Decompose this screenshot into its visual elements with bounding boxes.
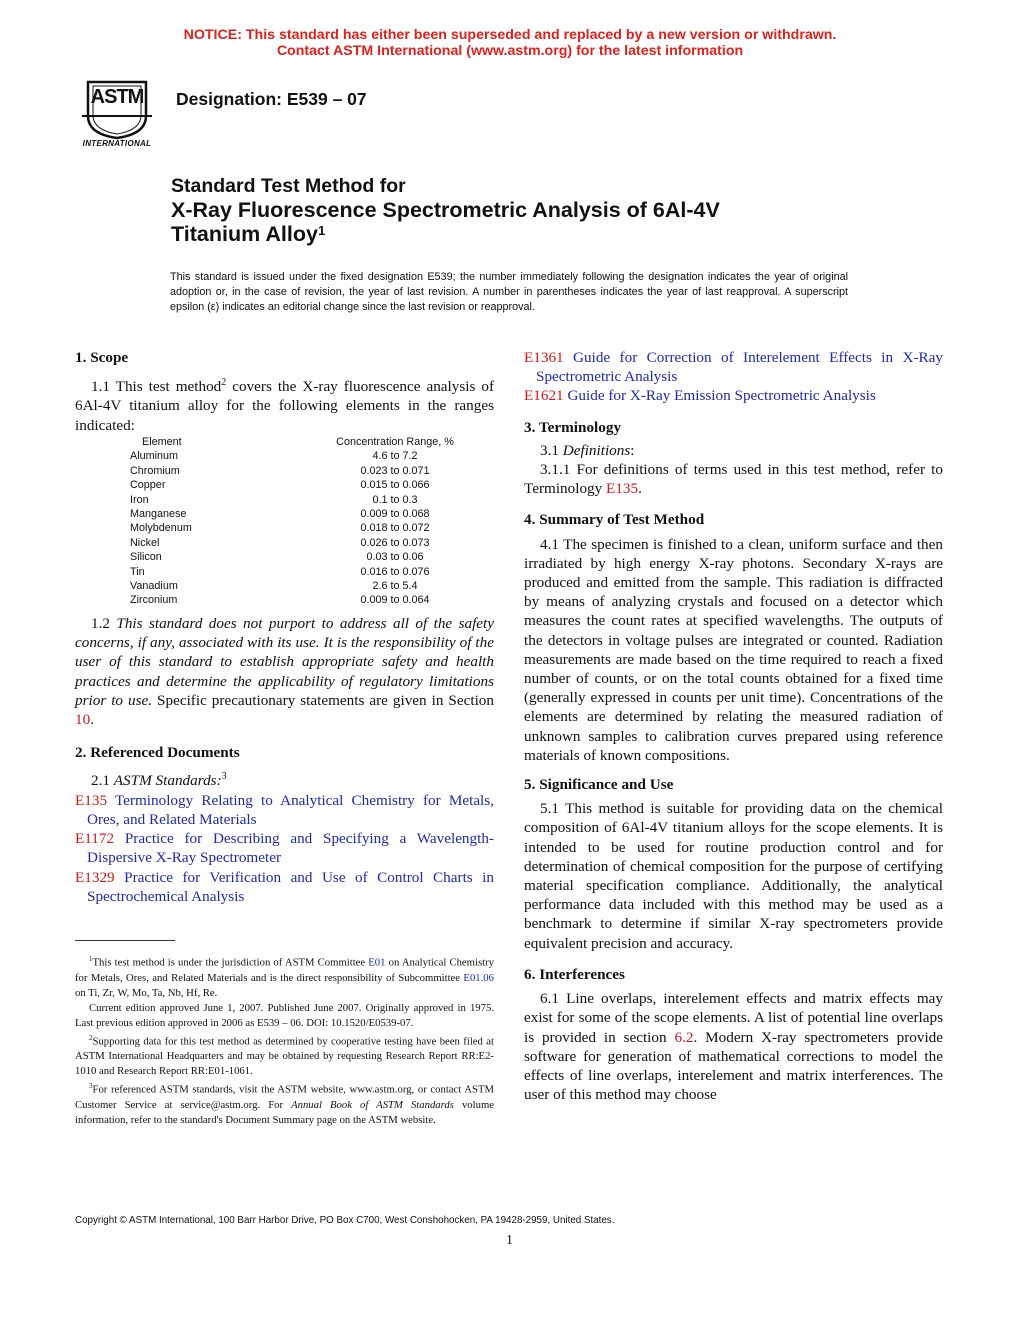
p311-text: 3.1.1 For definitions of terms used in this test method, refer to Terminology — [524, 461, 943, 498]
committee-e01-link[interactable]: E01 — [368, 956, 386, 969]
p61-text-b: . Modern X-ray spectrometers provide software for generation of mathematical corrections to model the effects of line overlaps, interelement and matrix interferences. The user of this method may choose — [524, 1028, 943, 1104]
paragraph-1-2 — [75, 614, 494, 729]
reference-code[interactable]: E1361 — [524, 349, 564, 366]
reference-title[interactable]: Guide for Correction of Interelement Effects in X-Ray Spectrometric Analysis — [536, 349, 943, 386]
p11-text-a: 1.1 This test method — [91, 378, 222, 396]
reference-title[interactable]: Practice for Verification and Use of Control Charts in Spectrochemical Analysis — [87, 868, 494, 905]
title-line-3 — [171, 222, 720, 246]
reference-code[interactable]: E1621 — [524, 387, 564, 405]
table-row — [130, 478, 470, 492]
table-row — [130, 464, 470, 478]
reference-title[interactable]: Guide for X-Ray Emission Spectrometric Analysis — [563, 387, 876, 405]
reference-code[interactable]: E135 — [75, 791, 108, 809]
paragraph-3-1 — [524, 441, 943, 460]
copyright: Copyright © ASTM International, 100 Barr Harbor Drive, PO Box C700, West Conshohocken, PA 19428-2959, United States. — [75, 1215, 615, 1226]
element-name-cell: Tin — [130, 565, 145, 578]
title-line-3-text: Titanium Alloy — [171, 222, 318, 246]
right-reference-list — [524, 348, 943, 406]
section-6-2-link[interactable]: 6.2 — [674, 1028, 694, 1046]
fn3-italic: Annual Book of ASTM Standards — [291, 1098, 454, 1111]
element-name-cell: Copper — [130, 479, 166, 492]
paragraph-2-1 — [75, 767, 494, 790]
table-row — [130, 493, 470, 507]
table-row — [130, 579, 470, 593]
table-row — [130, 536, 470, 550]
concentration-range-cell: 0.015 to 0.066 — [360, 479, 430, 492]
right-column — [524, 348, 943, 1104]
p31-end: : — [630, 441, 635, 459]
concentration-range-cell: 0.018 to 0.072 — [360, 522, 430, 535]
p61-text-a: 6.1 Line overlaps, interelement effects and matrix effects may exist for some of the scope elements. A list of potential line overlaps is provided in section — [524, 990, 943, 1046]
section-4-heading: 4. Summary of Test Method — [524, 511, 705, 529]
table-row — [130, 565, 470, 579]
table-row — [130, 449, 470, 463]
astm-logo — [74, 76, 160, 150]
fn3-text-b: volume information, refer to the standard's Document Summary page on the ASTM website. — [75, 1098, 495, 1126]
paragraph-5-1: 5.1 This method is suitable for providing data on the chemical composition of 6Al-4V titanium alloys for the scope elements. It is intended to be used for routine production control and for determination of chemical composition for the purpose of certifying material specification compliance. Additionally, the analytical performance data included with this method may be used as a benchmark to determine if similar X-ray spectrometers provide equivalent precision and accuracy. — [524, 800, 943, 952]
reference-item-e1172[interactable] — [75, 829, 494, 867]
section-2-heading: 2. Referenced Documents — [75, 744, 240, 762]
title-line-1: Standard Test Method for — [171, 175, 406, 197]
element-name-cell: Nickel — [130, 536, 160, 549]
paragraph-3-1-1 — [524, 460, 943, 498]
p11-footnote-mark: 2 — [221, 377, 227, 389]
section-10-link[interactable]: 10 — [75, 711, 91, 729]
p12-text: Specific precautionary statements are given in Section — [152, 691, 494, 709]
reference-item-e135[interactable] — [75, 791, 494, 829]
footnote-divider — [75, 940, 175, 941]
p12-number: 1.2 — [91, 615, 117, 632]
concentration-range-cell: 0.009 to 0.068 — [360, 508, 430, 521]
table-header-element: Element — [142, 436, 182, 448]
element-ranges-table — [130, 435, 470, 608]
fn1-text-b: on Analytical Chemistry for Metals, Ores, and Related Materials and is the direct responsibility of Subcommittee — [75, 956, 494, 984]
reference-code[interactable]: E1172 — [75, 830, 115, 848]
footnote-3 — [75, 1079, 494, 1128]
subcommittee-e0106-link[interactable]: E01.06 — [463, 971, 494, 984]
document-title — [171, 174, 720, 246]
concentration-range-cell: 0.026 to 0.073 — [360, 536, 430, 549]
reference-title[interactable]: Practice for Describing and Specifying a Wavelength-Dispersive X-Ray Spectrometer — [87, 830, 494, 867]
intro-note: This standard is issued under the fixed designation E539; the number immediately following the designation indicates the year of original adoption or, in the case of revision, the year of last revision. A number in parentheses indicates the year of last reapproval. A superscript epsilon (ε) indicates an editorial change since the last revision or reapproval. — [170, 271, 848, 313]
table-body — [130, 449, 470, 607]
element-name-cell: Vanadium — [130, 580, 178, 593]
notice-line-2: Contact ASTM International (www.astm.org) for the latest information — [276, 42, 744, 59]
fn2-mark: 2 — [89, 1033, 93, 1042]
footnote-1-edition: Current edition approved June 1, 2007. Published June 2007. Originally approved in 1975. Last previous edition approved in 2006 as E539 – 06. DOI: 10.1520/E0539-07. — [75, 1001, 494, 1029]
table-row — [130, 550, 470, 564]
element-name-cell: Manganese — [130, 508, 187, 521]
left-reference-list — [75, 791, 494, 906]
reference-item-e1329[interactable] — [75, 868, 494, 906]
reference-title[interactable]: Terminology Relating to Analytical Chemistry for Metals, Ores, and Related Materials — [87, 791, 494, 828]
designation: Designation: E539 – 07 — [176, 89, 367, 109]
concentration-range-cell: 0.009 to 0.064 — [360, 594, 430, 607]
concentration-range-cell: 0.1 to 0.3 — [372, 493, 418, 506]
p12-italic-text: This standard does not purport to address all of the safety concerns, if any, associated with its use. It is the responsibility of the user of this standard to establish appropriate safety and health practices and determine the applicability of regulatory limitations prior to use. — [75, 615, 495, 709]
table-row — [130, 521, 470, 535]
footnotes — [75, 952, 494, 1128]
table-header-row — [130, 435, 470, 449]
title-line-2: X-Ray Fluorescence Spectrometric Analysis of 6Al-4V — [171, 198, 720, 222]
concentration-range-cell: 0.03 to 0.06 — [366, 551, 424, 564]
element-name-cell: Molybdenum — [130, 522, 192, 535]
left-column-bottom — [75, 614, 494, 906]
fn3-mark: 3 — [89, 1082, 93, 1091]
table-row — [130, 593, 470, 607]
section-1-heading: 1. Scope — [75, 349, 129, 366]
notice-line-1: NOTICE: This standard has either been superseded and replaced by a new version or withdrawn. — [183, 27, 837, 43]
table-header-range: Concentration Range, % — [336, 436, 454, 448]
fn1-text-c: on Ti, Zr, W, Mo, Ta, Nb, Hf, Re. — [75, 986, 218, 999]
logo-text: ASTM — [90, 86, 144, 108]
fn2-text: Supporting data for this test method as determined by cooperative testing have been filed at ASTM International Headquarters and may be obtained by requesting Research Report RR:E2-1010 and Research Report RR:E01-1061. — [75, 1035, 494, 1078]
p31-number: 3.1 — [540, 441, 563, 459]
fn1-text-a: This test method is under the jurisdiction of ASTM Committee — [92, 956, 369, 969]
p12-end: . — [90, 711, 94, 729]
paragraph-1-1 — [75, 373, 494, 435]
section-5-heading: 5. Significance and Use — [524, 776, 674, 794]
concentration-range-cell: 0.023 to 0.071 — [360, 464, 430, 477]
fn3-text-a: For referenced ASTM standards, visit the ASTM website, www.astm.org, or contact ASTM Customer Service at service@astm.org. For — [75, 1083, 494, 1111]
concentration-range-cell: 0.016 to 0.076 — [360, 565, 430, 578]
p31-italic: Definitions — [562, 441, 631, 459]
p11-text-b: covers the X-ray fluorescence analysis of 6Al-4V titanium alloy for the following elements in the ranges indicated: — [75, 378, 494, 434]
fn1-mark: 1 — [89, 955, 93, 963]
p21-footnote-mark: 3 — [221, 771, 227, 783]
element-name-cell: Zirconium — [130, 594, 178, 607]
left-column-top — [75, 348, 494, 435]
reference-item-e1361[interactable] — [524, 348, 943, 386]
table-row — [130, 507, 470, 521]
page-number: 1 — [506, 1233, 513, 1248]
concentration-range-cell: 2.6 to 5.4 — [372, 580, 418, 593]
footnote-2 — [75, 1031, 494, 1080]
element-name-cell: Silicon — [130, 551, 162, 564]
p311-end: . — [638, 480, 642, 498]
e135-link[interactable]: E135 — [606, 480, 639, 498]
p21-italic-text: ASTM Standards: — [113, 772, 222, 790]
element-name-cell: Aluminum — [130, 450, 179, 463]
reference-item-e1621[interactable] — [524, 386, 943, 405]
footnote-1 — [75, 952, 494, 1001]
title-footnote-mark: 1 — [317, 223, 326, 238]
section-3-heading: 3. Terminology — [524, 418, 622, 436]
reference-code[interactable]: E1329 — [75, 868, 115, 886]
element-name-cell: Chromium — [130, 464, 180, 477]
paragraph-4-1: 4.1 The specimen is finished to a clean, uniform surface and then irradiated by high energy X-ray photons. Secondary X-rays are produced and emitted from the sample. This radiation is diffracted by means of analyzing crystals and focused on a detector which measures the count rates at specified wavelengths. The outputs of the detectors in voltage pulses are integrated or counted. Radiation measurements are made based on the time required to reach a fixed number of counts, or on the total counts obtained for a fixed time (generally expressed in counts per unit time). Concentrations of the elements are determined by relating the measured radiation of unknown samples to calibration curves prepared using reference materials of known compositions. — [524, 535, 943, 764]
concentration-range-cell: 4.6 to 7.2 — [372, 450, 418, 463]
p21-number: 2.1 — [91, 772, 114, 790]
logo-subtext: INTERNATIONAL — [82, 139, 152, 148]
paragraph-6-1 — [524, 989, 943, 1104]
element-name-cell: Iron — [130, 493, 149, 506]
withdrawal-notice — [0, 28, 1020, 59]
section-6-heading: 6. Interferences — [524, 965, 625, 983]
